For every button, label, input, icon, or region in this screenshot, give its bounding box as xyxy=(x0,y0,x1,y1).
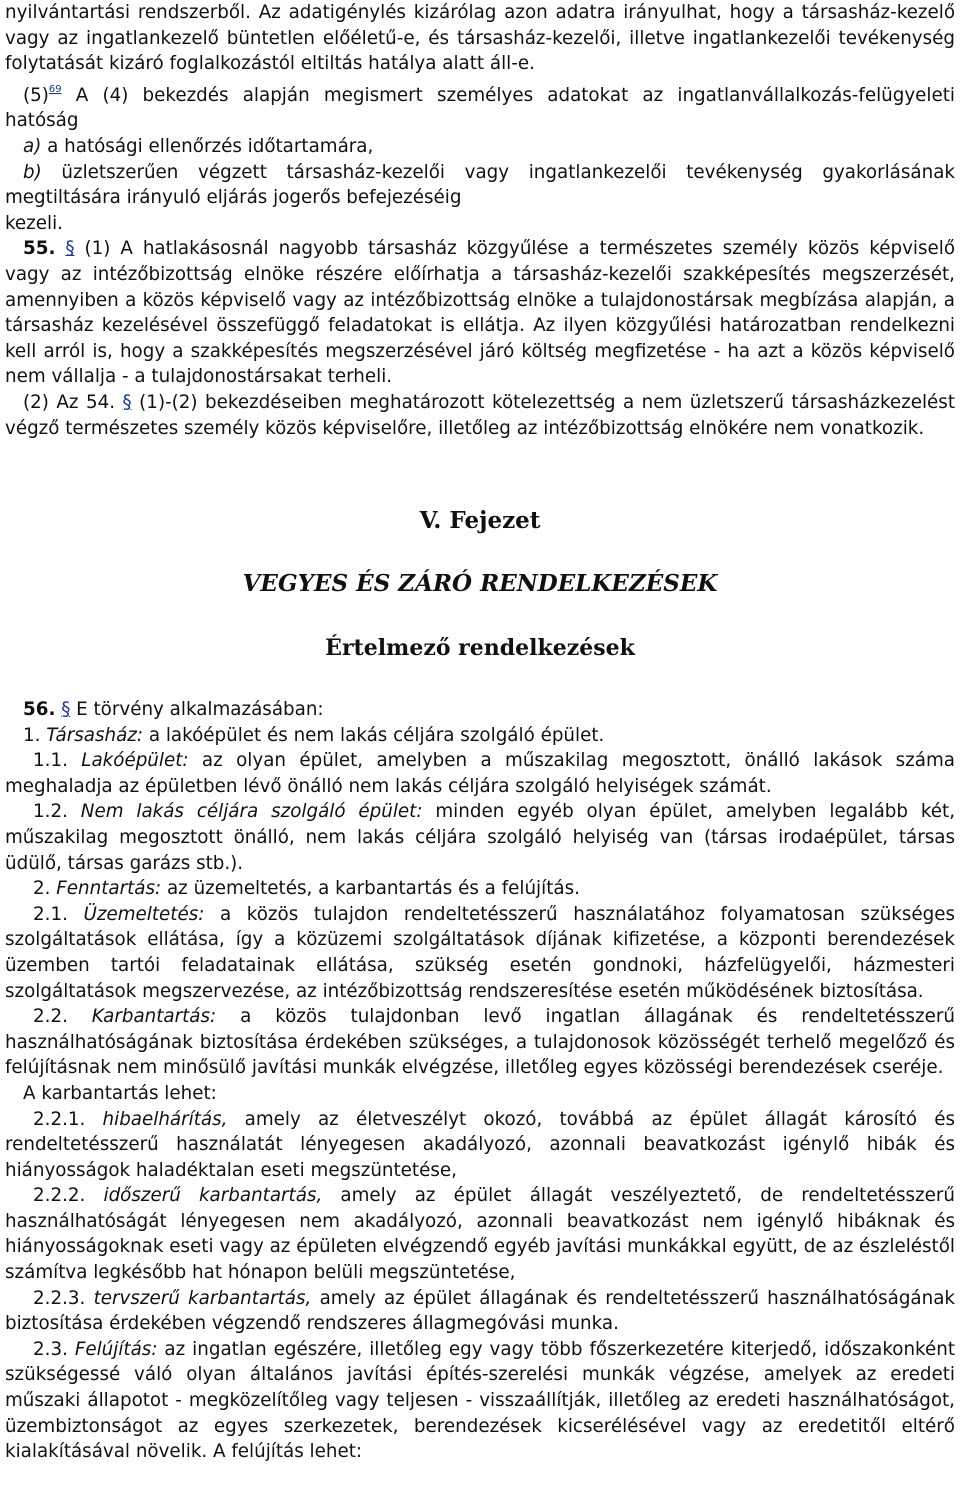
item-number: 1. xyxy=(23,724,41,746)
section-sign-link[interactable]: § xyxy=(61,699,71,720)
section-number: 56. xyxy=(23,699,56,720)
defined-term: Üzemeltetés: xyxy=(83,903,205,925)
definition-text: a lakóépület és nem lakás céljára szolgáló épület. xyxy=(143,724,605,746)
point-label: b) xyxy=(23,161,42,183)
item-number: 2.3. xyxy=(33,1338,68,1360)
item-number: 2.2. xyxy=(33,1006,68,1028)
paragraph-text: (1) A hatlakásosnál nagyobb társasház közgyűlése a természetes személy közös képviselő vagy az intézőbizottság elnöke részére előírhatja a társasház-kezelői szakképesítés megszerzését, amennyiben a közös képviselő vagy az intézőbizottság elnöke a tulajdonostársak megbízása alapján, a társasház kezelésével összefüggő feladatokat is ellátja. Az ilyen közgyűlési határozatban rendelkezni kell arról is, hogy a szakképesítés megszerzésével járó költség megfizetése - ha azt a közös képviselő nem vállalja - a tulajdonostársakat terheli. xyxy=(5,238,956,388)
item-number: 2.2.1. xyxy=(33,1108,86,1130)
paragraph-end: kezeli. xyxy=(5,212,63,234)
maintenance-intro: A karbantartás lehet: xyxy=(23,1082,217,1104)
chapter-subtitle: VEGYES ÉS ZÁRÓ RENDELKEZÉSEK xyxy=(242,570,718,597)
footnote-link-69[interactable]: 69 xyxy=(48,83,62,95)
definition-item xyxy=(5,748,955,799)
defined-term: Felújítás: xyxy=(74,1338,158,1360)
defined-term: Nem lakás céljára szolgáló épület: xyxy=(80,801,423,823)
section-55-paragraph-1 xyxy=(5,236,955,390)
item-number: 1.1. xyxy=(33,750,68,772)
section-56-intro xyxy=(5,697,955,723)
maintenance-item xyxy=(5,1107,955,1184)
definition-item xyxy=(5,1004,955,1081)
section-heading: Értelmező rendelkezések xyxy=(325,635,635,661)
section-intro-text: E törvény alkalmazásában: xyxy=(70,699,324,720)
text-bottom xyxy=(5,697,955,1465)
point-text: üzletszerűen végzett társasház-kezelői vagy ingatlankezelői tevékenység gyakorlásának megtiltására irányuló eljárás jogerős befejezéséig xyxy=(5,161,955,209)
maintenance-item xyxy=(5,1183,955,1285)
defined-term: tervszerű karbantartás, xyxy=(93,1287,312,1309)
defined-term: Fenntartás: xyxy=(56,878,162,900)
item-number: 2.1. xyxy=(33,903,68,925)
definition-item xyxy=(5,876,955,902)
paragraph-text: A (4) bekezdés alapján megismert személyes adatokat az ingatlanvállalkozás-felügyeleti hatóság xyxy=(5,84,955,132)
section-sign-link[interactable]: § xyxy=(122,391,132,413)
item-number: 2. xyxy=(33,878,51,900)
section-55-paragraph-2 xyxy=(5,390,955,441)
definition-text: az üzemeltetés, a karbantartás és a felújítás. xyxy=(161,878,580,900)
chapter-title: V. Fejezet xyxy=(419,507,541,534)
defined-term: időszerű karbantartás, xyxy=(103,1185,323,1207)
definition-text: amely az életveszélyt okozó, továbbá az épület állagát károsító és rendeltetésszerű használatát lényegesen akadályozó, azonnali beavatkozást igénylő hibák és hiányosságok haladéktalan eseti megszüntetése, xyxy=(5,1108,955,1181)
definition-text: a közös tulajdon rendeltetésszerű használatához folyamatosan szükséges szolgáltatások ellátása, így a közüzemi szolgáltatások díjának kifizetése, a központi berendezések üzemben tartói feladatainak ellátása, szükség esetén gondnoki, házfelügyelői, házmesteri szolgáltatások megszervezése, az intézőbizottság rendszeresítése esetén működésének biztosítása. xyxy=(5,903,955,1002)
definition-text: a közös tulajdonban levő ingatlan állagának és rendeltetésszerű használhatóságának biztosítása érdekében szükséges, a tulajdonosok közösségét terhelő megelőző és felújításnak nem minősülő javítási munkák elvégzése, illetőleg egyes közösségi berendezések cseréje. xyxy=(5,1006,955,1079)
paragraph-text: (1)-(2) bekezdéseiben meghatározott kötelezettség a nem üzletszerű társasházkezelést végző természetes személy közös képviselőre, illetőleg az intézőbizottság elnökére nem vonatkozik. xyxy=(5,391,955,439)
item-number: 2.2.2. xyxy=(33,1185,86,1207)
text-top xyxy=(5,0,955,441)
definition-text: az olyan épület, amelyben a műszakilag megosztott, önálló lakások száma meghaladja az épületben lévő önálló nem lakás céljára szolgáló helyiségek számát. xyxy=(5,750,955,797)
maintenance-item xyxy=(5,1286,955,1337)
continuation-paragraph: nyilvántartási rendszerből. Az adatigénylés kizárólag azon adatra irányulhat, hogy a társasház-kezelő vagy az ingatlankezelő büntetlen előéletű-e, és társasház-kezelői, illetve ingatlankezelői tevékenység folytatását kizáró foglalkozástól eltiltás hatálya alatt áll-e. xyxy=(5,2,955,75)
paragraph-text: (2) Az 54. xyxy=(23,391,123,413)
definition-item xyxy=(5,723,955,749)
definition-text: minden egyéb olyan épület, amelyben legalább két, műszakilag megosztott önálló, nem lakás céljára szolgáló helyiség van (társas irodaépület, társas üdülő, társas garázs stb.). xyxy=(5,801,956,874)
paragraph-number: (5) xyxy=(23,84,49,106)
defined-term: Karbantartás: xyxy=(91,1006,217,1028)
definition-item xyxy=(5,799,955,876)
point-label: a) xyxy=(23,135,42,157)
section-number: 55. xyxy=(23,238,56,260)
definition-text: amely az épület állagának és rendeltetésszerű használhatóságának biztosítása érdekében végzendő rendszeres állagmegóvási munka. xyxy=(5,1287,955,1335)
section-sign-link[interactable]: § xyxy=(65,238,75,260)
point-a xyxy=(5,134,955,160)
definition-text: amely az épület állagát veszélyeztető, de rendeltetésszerű használhatóságát lényegesen nem akadályozó, azonnali beavatkozást nem igénylő hibáknak és hiányosságoknak eseti vagy az épületen elvégzendő egyéb javítási munkákkal együtt, de az észleléstől számítva legkésőbb hat hónapon belüli megszüntetése, xyxy=(5,1185,955,1284)
definition-item xyxy=(5,1337,955,1465)
point-b xyxy=(5,160,955,211)
defined-term: Társasház: xyxy=(46,724,144,746)
defined-term: hibaelhárítás, xyxy=(102,1108,228,1130)
paragraph-5 xyxy=(5,77,955,134)
definition-text: az ingatlan egészére, illetőleg egy vagy több főszerkezetére kiterjedő, időszakonként szükségessé váló olyan általános javítási építés-szerelési munkák végzése, amelyek az eredeti műszaki állapotot - megközelítőleg vagy teljesen - visszaállítják, illetőleg az eredeti használhatóságot, üzembiztonságot az egyes szerkezetek, berendezések kicserélésével vagy az eredetitől eltérő kialakításával növelik. A felújítás lehet: xyxy=(5,1338,955,1463)
defined-term: Lakóépület: xyxy=(81,750,189,772)
item-number: 1.2. xyxy=(33,801,68,823)
item-number: 2.2.3. xyxy=(33,1287,86,1309)
definition-item xyxy=(5,902,955,1004)
point-text: a hatósági ellenőrzés időtartamára, xyxy=(41,135,374,157)
